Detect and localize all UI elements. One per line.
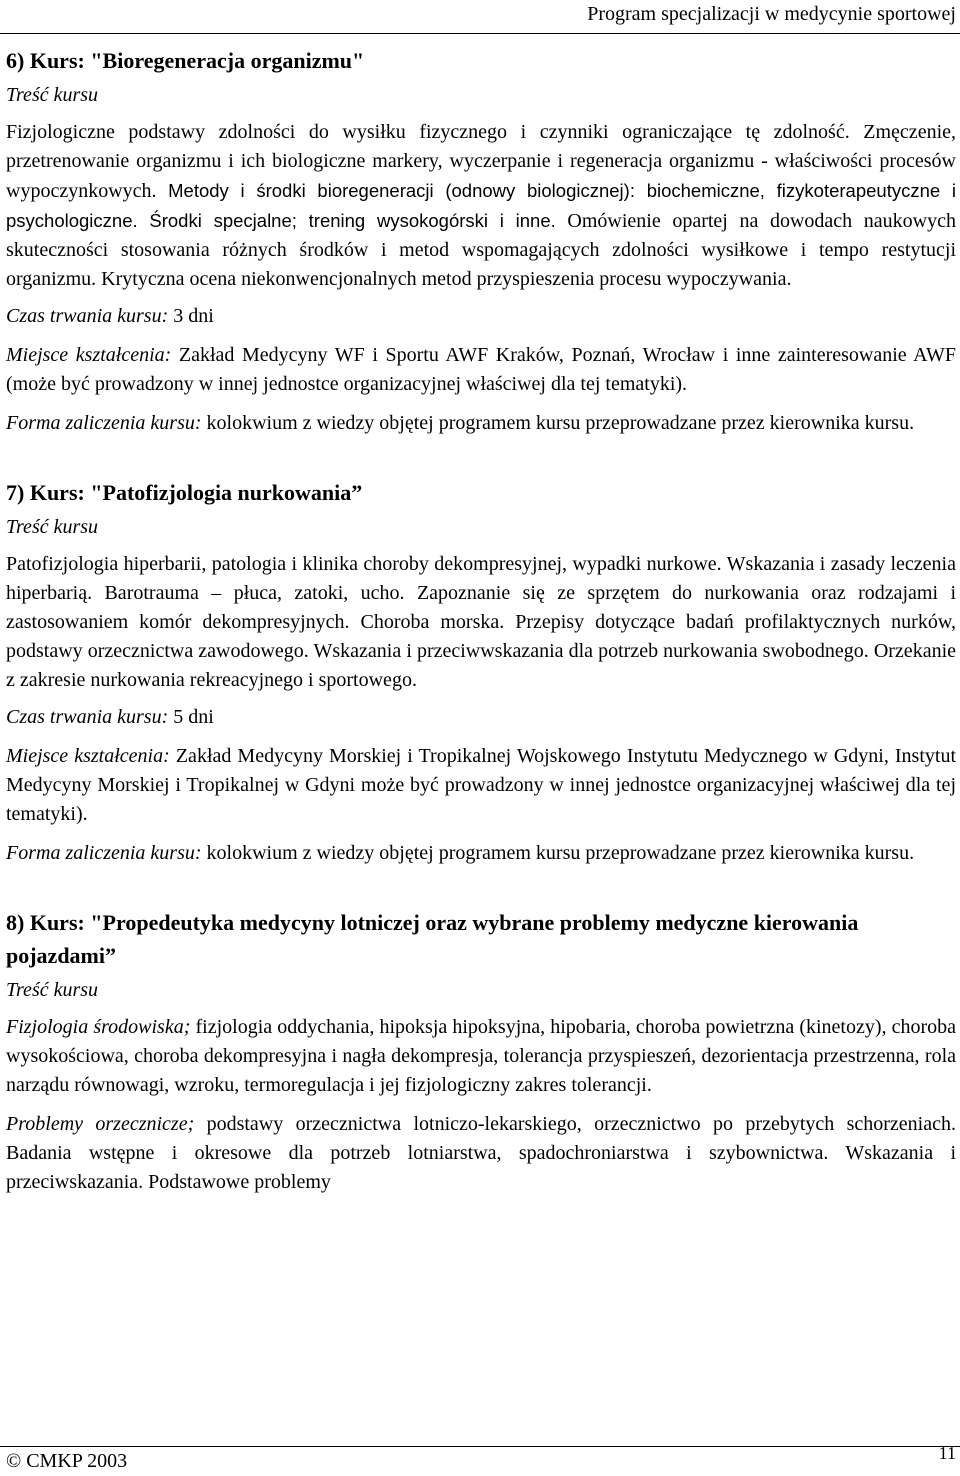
course-6-form-label: Forma zaliczenia kursu:: [6, 412, 202, 434]
course-7-location: [6, 742, 956, 829]
course-6-content-part3: Omówienie opartej na dowodach naukowych skuteczności stosowania różnych środków i metod wspomagających zdolności wysiłkowe i tempo restytucji organizmu. Krytyczna ocena niekonwencjonalnych metod przyspieszenia procesu wypoczywania.: [6, 210, 957, 290]
course-6-content-part1: Fizjologiczne podstawy zdolności do wysiłku fizycznego i czynniki ograniczające tę zdolność. Zmęczenie, przetrenowanie organizmu i ich biologiczne markery, wyczerpanie i regeneracja organizmu - właściwości procesów wypoczynkowych.: [6, 121, 956, 202]
course-8-environment-label: Fizjologia środowiska;: [6, 1016, 191, 1038]
course-8-certification-label: Problemy orzecznicze;: [6, 1113, 195, 1135]
course-8-environment-value: fizjologia oddychania, hipoksja hipoksyjna, hipobaria, choroba powietrzna (kinetozy), choroba wysokościowa, choroba dekompresyjna i nagła dekompresja, tolerancja przyspieszeń, dezorientacja przestrzenna, rola narządu równowagi, wzroku, termoregulacja i jej fizjologiczny zakres tolerancji.: [6, 1016, 957, 1096]
course-6-content-label: Treść kursu: [6, 84, 99, 106]
course-8-heading: 8) Kurs: "Propedeutyka medycyny lotniczej oraz wybrane problemy medyczne kierowania pojazdami”: [6, 910, 859, 968]
course-8-content-label: Treść kursu: [6, 979, 99, 1001]
course-6-form: [6, 409, 956, 438]
course-6-duration: [6, 302, 956, 331]
course-8-certification-value: podstawy orzecznictwa lotniczo-lekarskiego, orzecznictwo po przebytych schorzeniach. Badania wstępne i okresowe dla potrzeb lotniarstwa, spadochroniarstwa i szybownictwa. Wskazania i przeciwskazania. Podstawowe problemy: [6, 1113, 956, 1193]
course-7-form-label: Forma zaliczenia kursu:: [6, 842, 202, 864]
course-6-content-paragraph: [6, 118, 956, 294]
page-header: [0, 0, 960, 34]
course-8-section: [6, 906, 956, 1197]
course-7-form-value: kolokwium z wiedzy objętej programem kursu przeprowadzane przez kierownika kursu.: [206, 842, 915, 864]
course-6-content-part2: Metody i środki bioregeneracji (odnowy biologicznej): biochemiczne, fizykoterapeutyczne i psychologiczne. Środki specjalne; trening wysokogórski i inne.: [6, 180, 956, 231]
course-8-paragraph-environment: [6, 1013, 956, 1100]
course-6-location-label: Miejsce kształcenia:: [6, 344, 172, 366]
course-6-heading: 6) Kurs: "Bioregeneracja organizmu": [6, 48, 365, 73]
course-7-location-value: Zakład Medycyny Morskiej i Tropikalnej Wojskowego Instytutu Medycznego w Gdyni, Instytut Medycyny Morskiej i Tropikalnej w Gdyni może być prowadzony w innej jednostce organizacyjnej właściwej dla tej tematyki).: [6, 745, 957, 825]
course-7-heading: 7) Kurs: "Patofizjologia nurkowania”: [6, 480, 363, 505]
page-number: 11: [938, 1443, 956, 1463]
course-7-location-label: Miejsce kształcenia:: [6, 745, 170, 767]
course-7-section: [6, 476, 956, 868]
course-7-duration-value: 5 dni: [173, 706, 214, 728]
course-7-duration: [6, 703, 956, 732]
course-7-content-paragraph: Patofizjologia hiperbarii, patologia i klinika choroby dekompresyjnej, wypadki nurkowe. Wskazania i zasady leczenia hiperbarią. Barotrauma – płuca, zatoki, ucho. Zapoznanie się ze sprzętem do nurkowania oraz rodzajami i zastosowaniem komór dekompresyjnych. Choroba morska. Przepisy dotyczące badań profilaktycznych nurków, podstawy orzecznictwa zawodowego. Wskazania i przeciwwskazania dla potrzeb nurkowania swobodnego. Orzekanie z zakresie nurkowania rekreacyjnego i sportowego.: [6, 553, 956, 691]
course-6-section: [6, 44, 956, 438]
course-6-location: [6, 341, 956, 399]
page-footer: [0, 1443, 960, 1476]
course-6-location-value: Zakład Medycyny WF i Sportu AWF Kraków, Poznań, Wrocław i inne zainteresowanie AWF (może być prowadzony w innej jednostce organizacyjnej właściwej dla tej tematyki).: [6, 344, 957, 395]
document-body: [6, 44, 956, 1197]
header-title: Program specjalizacji w medycynie sportowej: [587, 3, 956, 25]
course-7-duration-label: Czas trwania kursu:: [6, 706, 169, 728]
course-6-duration-label: Czas trwania kursu:: [6, 305, 169, 327]
footer-copyright: © CMKP 2003: [6, 1450, 128, 1472]
course-8-paragraph-certification: [6, 1110, 956, 1197]
course-6-form-value: kolokwium z wiedzy objętej programem kursu przeprowadzane przez kierownika kursu.: [206, 412, 915, 434]
course-7-content-label: Treść kursu: [6, 516, 99, 538]
course-6-duration-value: 3 dni: [173, 305, 214, 327]
course-7-form: [6, 839, 956, 868]
